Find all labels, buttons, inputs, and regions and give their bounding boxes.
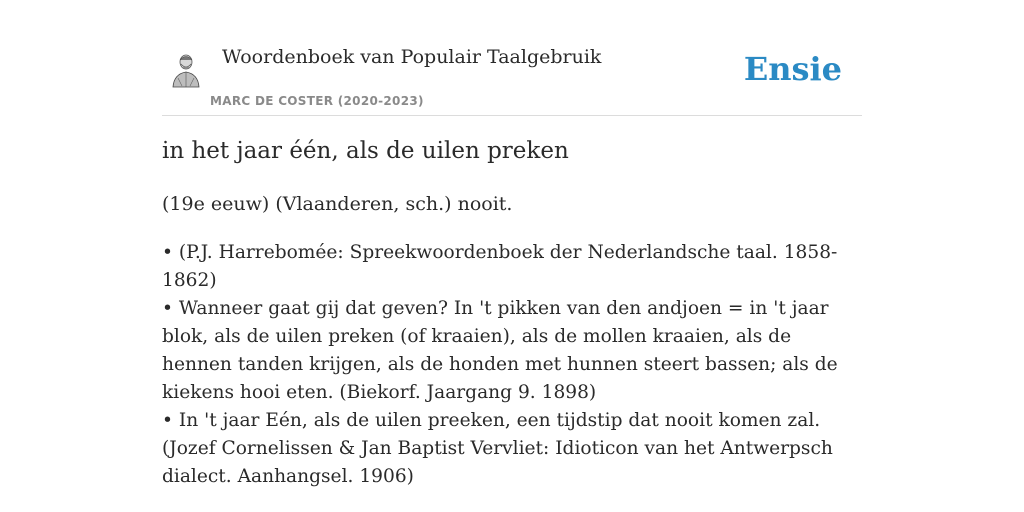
site-header: [162, 38, 862, 116]
citation-item: • (P.J. Harrebomée: Spreekwoordenboek der Nederlandsche taal. 1858-1862): [162, 242, 838, 291]
dictionary-title[interactable]: Woordenboek van Populair Taalgebruik: [222, 46, 602, 68]
entry-title: in het jaar één, als de uilen preken: [162, 138, 569, 164]
citation-item: • Wanneer gaat gij dat geven? In 't pikken van den andjoen = in 't jaar blok, als de uilen preken (of kraaien), als de mollen kraaien, als de hennen tanden krijgen, als de honden met hunnen steert bassen; als de kiekens hooi eten. (Biekorf. Jaargang 9. 1898): [162, 298, 838, 403]
author-credit: MARC DE COSTER (2020-2023): [210, 94, 424, 108]
author-portrait-icon: [170, 52, 202, 88]
citation-item: • In 't jaar Eén, als de uilen preeken, een tijdstip dat nooit komen zal. (Jozef Cornelissen & Jan Baptist Vervliet: Idioticon van het Antwerpsch dialect. Aanhangsel. 1906): [162, 410, 833, 487]
entry-definition: (19e eeuw) (Vlaanderen, sch.) nooit.: [162, 193, 513, 215]
ensie-logo-link[interactable]: Ensie: [743, 50, 842, 88]
citation-list: [162, 239, 862, 491]
